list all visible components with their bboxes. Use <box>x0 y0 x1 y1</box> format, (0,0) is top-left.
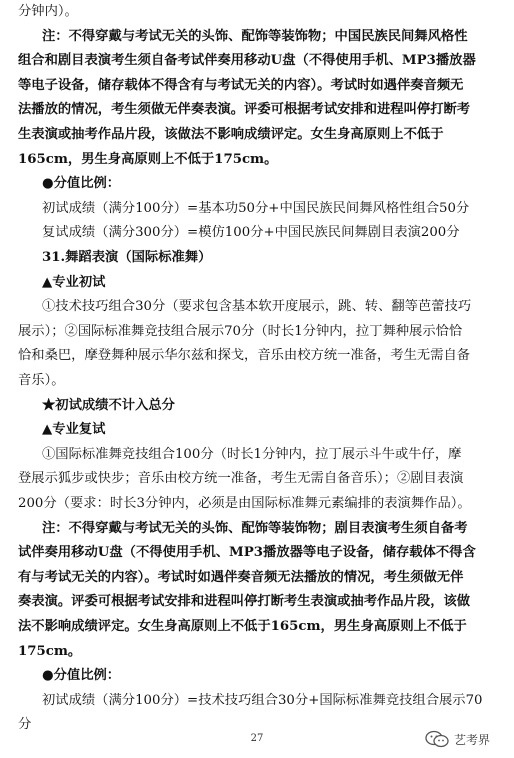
body-line: ①技术技巧组合30分（要求包含基本软开度展示，跳、转、翻等芭蕾技巧 <box>42 299 472 315</box>
note-line: 等电子设备，储存载体不得含有与考试无关的内容）。考试时如遇伴奏音频无 <box>18 77 464 93</box>
section-title: 31.舞蹈表演（国际标准舞） <box>42 250 212 265</box>
body-line: 200分（要求：时长3分钟内，必须是由国际标准舞元素编排的表演舞作品）。 <box>18 496 471 511</box>
body-line: ①国际标准舞竞技组合100分（时长1分钟内，拉丁展示斗牛或牛仔，摩 <box>42 446 462 462</box>
notice-line: ★初试成绩不计入总分 <box>42 397 175 413</box>
note-line: 注：不得穿戴与考试无关的头饰、配饰等装饰物；剧目表演考生须自备考 <box>42 520 468 536</box>
section-heading: ●分值比例： <box>42 176 121 192</box>
body-line: 音乐）。 <box>18 373 65 388</box>
watermark <box>424 727 490 751</box>
note-line: 奏表演。评委可根据考试安排和进程叫停打断考生表演或抽考作品片段，该做 <box>18 594 471 610</box>
wechat-icon <box>424 730 450 748</box>
section-heading: ●分值比例： <box>42 668 121 684</box>
score-line: 初试成绩（满分100分）=技术技巧组合30分+国际标准舞竞技组合展示70 <box>42 692 483 708</box>
note-line: 法不影响成绩评定。女生身高原则上不低于165cm，男生身高原则上不低于 <box>18 619 467 634</box>
watermark-text: 艺考界 <box>454 732 491 747</box>
page-number: 27 <box>250 733 264 744</box>
subsection-heading: ▲专业复试 <box>42 422 106 438</box>
note-line: 有与考试无关的内容）。考试时如遇伴奏音频无法播放的情况，考生须做无伴 <box>18 569 464 585</box>
note-line: 生表演或抽考作品片段，该做法不影响成绩评定。女生身高原则上不低于 <box>18 127 444 142</box>
note-line: 试伴奏用移动U盘（不得使用手机、MP3播放器等电子设备，储存载体不得含 <box>18 545 476 561</box>
body-line: 恰和桑巴，摩登舞种展示华尔兹和探戈，音乐由校方统一准备，考生无需自备 <box>18 348 471 364</box>
note-line: 175cm。 <box>18 643 82 659</box>
body-line: 展示）；②国际标准舞竞技组合展示70分（时长1分钟内，拉丁舞种展示恰恰 <box>18 323 463 339</box>
subsection-heading: ▲专业初试 <box>42 274 106 290</box>
note-line: 165cm，男生身高原则上不低于175cm。 <box>18 151 278 167</box>
note-line: 注：不得穿戴与考试无关的头饰、配饰等装饰物；中国民族民间舞风格性 <box>42 28 468 44</box>
note-line: 组合和剧目表演考生须自备考试伴奏用移动U盘（不得使用手机、MP3播放器 <box>18 53 476 69</box>
score-line-continuation: 分 <box>18 717 32 733</box>
text-line: 分钟内）。 <box>18 4 78 19</box>
note-line: 法播放的情况，考生须做无伴奏表演。评委可根据考试安排和进程叫停打断考 <box>18 102 471 118</box>
score-line: 初试成绩（满分100分）=基本功50分+中国民族民间舞风格性组合50分 <box>42 200 470 216</box>
body-line: 登展示狐步或快步；音乐由校方统一准备，考生无需自备音乐）；②剧目表演 <box>18 471 464 487</box>
score-line: 复试成绩（满分300分）=模仿100分+中国民族民间舞剧目表演200分 <box>42 225 460 241</box>
